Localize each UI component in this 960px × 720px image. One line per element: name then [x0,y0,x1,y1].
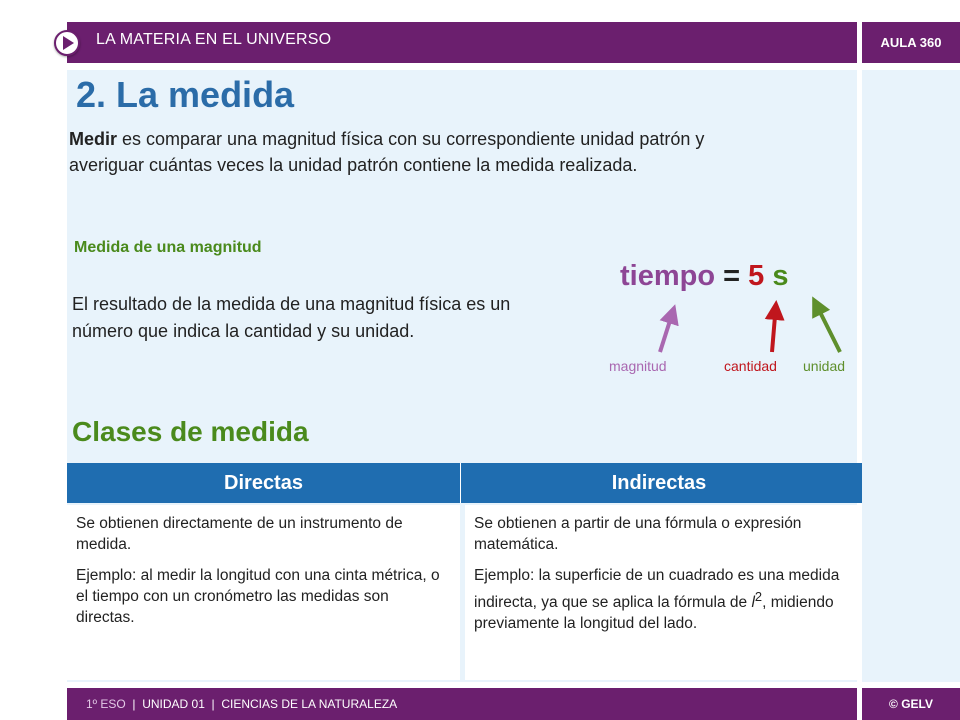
footer-separator: | [125,697,143,711]
magnitude-label: magnitud [609,358,667,374]
header-indirect: Indirectas [460,463,857,503]
right-panel [862,70,960,682]
brand-label: AULA 360 [862,22,960,63]
footer-unit: UNIDAD 01 [142,697,205,711]
play-icon [63,36,74,50]
footer-subject: CIENCIAS DE LA NATURALEZA [221,697,398,711]
classes-table [67,463,862,680]
indirect-example-end: , midiendo previamente la longitud del lado. [474,594,834,633]
equation [620,260,788,293]
measure-text: El resultado de la medida de una magnitud física es un número que indica la cantidad y su unidad. [72,294,511,341]
intro-paragraph [69,126,769,178]
indirect-example [474,565,853,634]
intro-text: es comparar una magnitud física con su correspondiente unidad patrón y averiguar cuántas veces la unidad patrón contiene la medida realizada. [69,129,705,175]
equation-magnitude: tiempo [620,260,716,292]
play-button[interactable] [54,30,80,56]
footer-copyright: © GELV [862,688,960,720]
intro-bold-term: Medir [69,129,118,149]
equation-arrows [600,290,870,360]
header-direct: Directas [224,471,303,494]
cell-direct [67,505,460,680]
table-row [67,505,862,680]
page-title: 2. La medida [76,74,295,115]
quantity-label: cantidad [724,358,777,374]
equation-quantity: 5 [748,260,765,292]
header-title: LA MATERIA EN EL UNIVERSO [96,31,332,48]
direct-definition: Se obtienen directamente de un instrumento de medida. [76,515,403,553]
indirect-example-start: Ejemplo: la superficie de un cuadrado es una medida indirecta, ya que se aplica la fórmula de [474,567,840,612]
measure-subtitle: Medida de una magnitud [74,239,262,256]
classes-title: Clases de medida [72,416,309,447]
magnitude-arrow [660,308,674,352]
unit-arrow [814,300,840,352]
unit-label: unidad [803,358,846,374]
cell-indirect [465,505,862,680]
formula-exponent: 2 [754,589,763,604]
footer-separator: | [204,697,222,711]
equation-equals: = [715,260,749,292]
formula-variable: l [751,594,755,612]
table-header [67,463,862,503]
footer-bar [67,688,857,720]
quantity-arrow [772,304,776,352]
indirect-definition: Se obtienen a partir de una fórmula o expresión matemática. [474,515,802,553]
equation-unit: s [764,260,789,292]
direct-example: Ejemplo: al medir la longitud con una cinta métrica, o el tiempo con un cronómetro las medidas son directas. [76,567,440,626]
footer-course: 1º ESO [86,697,126,711]
